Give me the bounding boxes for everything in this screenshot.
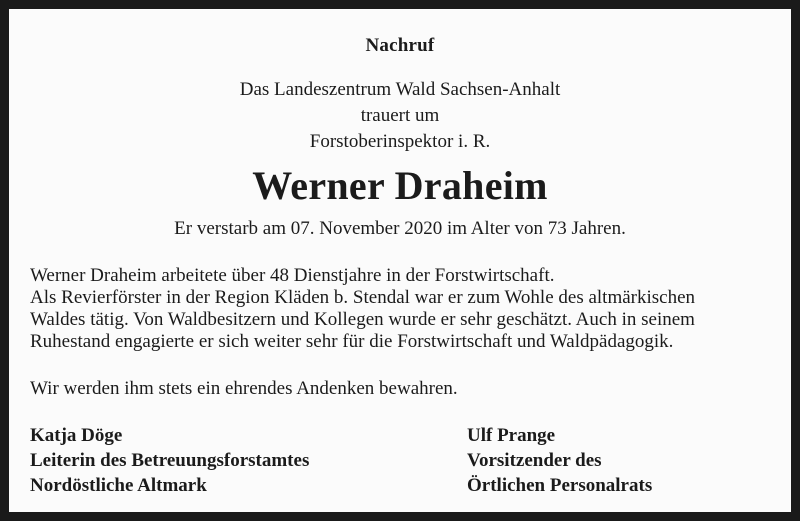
obituary-body [30,265,695,353]
intro-mourns: trauert um [360,105,440,126]
signatory-title: Vorsitzender des [467,450,602,471]
signatory-name: Ulf Prange [467,425,556,446]
signatory-left [30,423,309,498]
signatory-right [467,423,652,498]
signatory-unit: Örtlichen Personalrats [467,475,653,496]
intro-rank: Forstoberinspektor i. R. [309,131,491,152]
body-line: Werner Draheim arbeitete über 48 Dienstjahre in der Forstwirtschaft. [30,265,555,286]
signatory-title: Leiterin des Betreuungsforstamtes [30,450,310,471]
death-line: Er verstarb am 07. November 2020 im Alter von 73 Jahren. [174,218,626,239]
closing-line: Wir werden ihm stets ein ehrendes Andenken bewahren. [30,378,458,399]
body-line: Waldes tätig. Von Waldbesitzern und Kollegen wurde er sehr geschätzt. Auch in seinem [30,309,695,330]
body-line: Als Revierförster in der Region Kläden b. Stendal war er zum Wohle des altmärkischen [30,287,696,308]
signatory-name: Katja Döge [30,425,123,446]
intro-organization: Das Landeszentrum Wald Sachsen-Anhalt [239,79,561,100]
body-line: Ruhestand engagierte er sich weiter sehr für die Forstwirtschaft und Waldpädagogik. [30,331,674,352]
deceased-name: Werner Draheim [252,163,548,208]
signatory-unit: Nordöstliche Altmark [30,475,207,496]
notice-heading: Nachruf [365,35,435,56]
